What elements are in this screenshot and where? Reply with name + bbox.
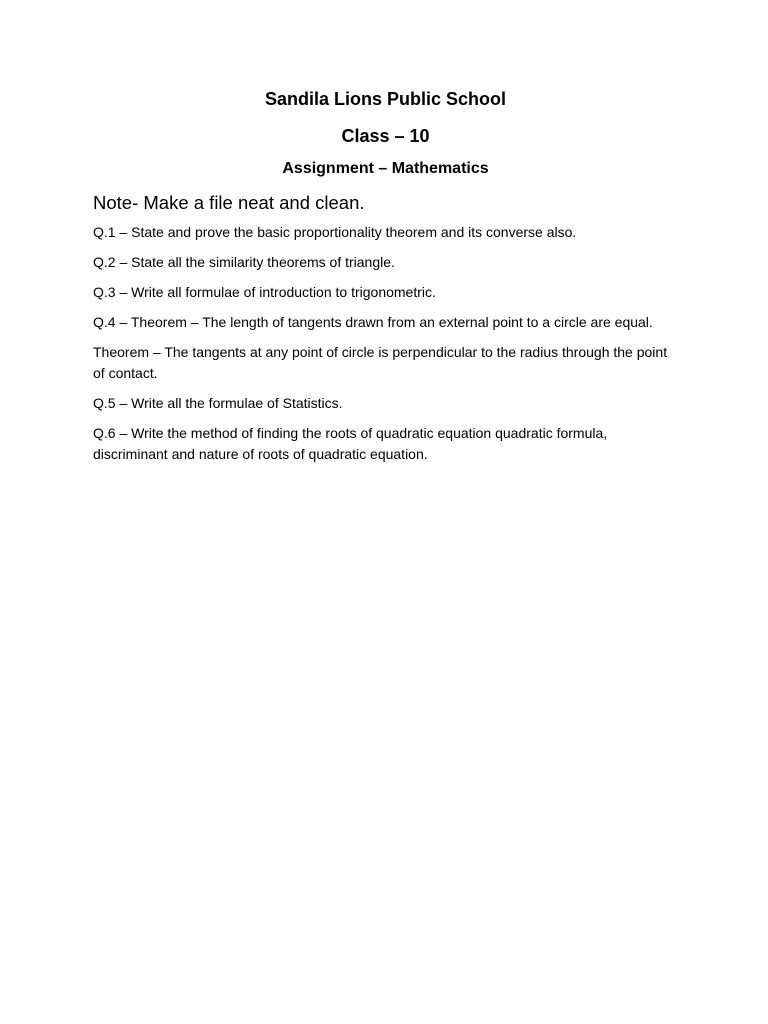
school-name: Sandila Lions Public School [264, 89, 507, 109]
question-5: Q.5 – Write all the formulae of Statistics. [93, 395, 343, 411]
note-text: Note- Make a file neat and clean. [93, 192, 365, 213]
question-1: Q.1 – State and prove the basic proportionality theorem and its converse also. [93, 224, 577, 240]
document-content [93, 86, 678, 474]
question-3: Q.3 – Write all formulae of introduction to trigonometric. [93, 284, 436, 300]
question-4: Q.4 – Theorem – The length of tangents drawn from an external point to a circle are equal. [93, 314, 653, 330]
question-2: Q.2 – State all the similarity theorems of triangle. [93, 254, 395, 270]
assignment-title: Assignment – Mathematics [282, 160, 489, 177]
question-6: Q.6 – Write the method of finding the roots of quadratic equation quadratic formula, discriminant and nature of roots of quadratic equation. [93, 425, 608, 462]
class-title: Class – 10 [341, 126, 430, 146]
question-4-theorem: Theorem – The tangents at any point of circle is perpendicular to the radius through the point of contact. [93, 344, 668, 381]
